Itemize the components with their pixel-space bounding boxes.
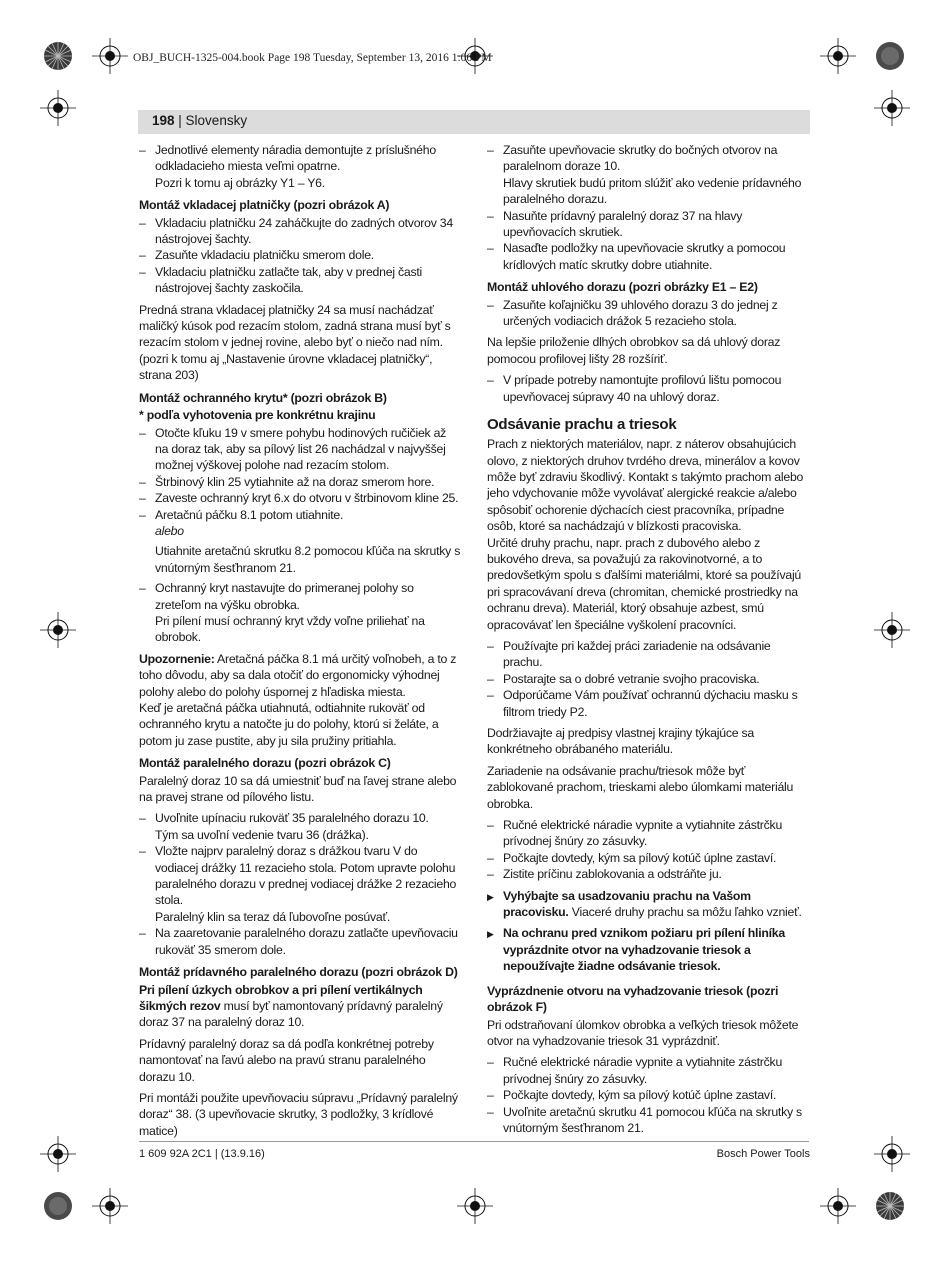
list-item: – V prípade potreby namontujte profilovú lištu pomocou upevňovacej súpravy 40 na uhlový doraz.	[487, 372, 810, 405]
paragraph: Prach z niektorých materiálov, napr. z náterov obsahujúcich olovo, z niektorých druhov tvrdého dreva, minerálov a kovov môže byť zdraviu škodlivý. Kontakt s takýmto prachom alebo jeho vdychovanie môže vyvolávať alergické reakcie a/alebo spôsobiť ochorenie dýchacích ciest pracovníka, prípadne osôb, ktoré sa nachádzajú v blízkosti pracoviska.	[487, 437, 804, 534]
paragraph: Dodržiavajte aj predpisy vlastnej krajiny týkajúce sa konkrétneho obrábaného materiálu.	[487, 726, 754, 757]
list-item: – Zasuňte vkladaciu platničku smerom dole.	[139, 247, 462, 263]
list-item: – Uvoľnite aretačnú skrutku 41 pomocou kľúča na skrutky s vnútorným šesťhranom 21.	[487, 1104, 810, 1137]
paragraph: Pri montáži použite upevňovaciu súpravu „Prídavný paralelný doraz“ 38. (3 upevňovacie skrutky, 3 podložky, 3 krídlové matice)	[139, 1090, 458, 1138]
crosshair-mark-left-bottom	[40, 1136, 76, 1172]
warning-paragraph: Upozornenie: Aretačná páčka 8.1 má určitý voľnobeh, a to z toho dôvodu, aby sa dala otočiť do ergonomicky výhodnej polohy alebo do polohy úspornej z hľadiska miesta.	[139, 651, 457, 699]
footer-doc-number: 1 609 92A 2C1 | (13.9.16)	[139, 1148, 265, 1160]
left-column	[139, 142, 462, 1144]
crosshair-mark-right-bottom	[874, 1136, 910, 1172]
paragraph: Prídavný paralelný doraz sa dá podľa konkrétnej potreby namontovať na ľavú alebo na pravú stranu paralelného dorazu 10.	[139, 1036, 434, 1084]
list-item: – Zistite príčinu zablokovania a odstráňte ju.	[487, 866, 810, 882]
list-item: – Ručné elektrické náradie vypnite a vytiahnite zástrčku prívodnej šnúry zo zásuvky.	[487, 1054, 810, 1087]
section-heading: Montáž uhlového dorazu (pozri obrázky E1 – E2)	[487, 280, 758, 295]
section-heading: Montáž prídavného paralelného dorazu (pozri obrázok D)	[139, 965, 458, 980]
list-item: – Uvoľnite upínaciu rukoväť 35 paralelného dorazu 10. Tým sa uvoľní vedenie tvaru 36 (drážka).	[139, 810, 462, 843]
list-item: – Zasuňte upevňovacie skrutky do bočných otvorov na paralelnom doraze 10. Hlavy skrutiek budú pritom slúžiť ako vedenie prídavného paralelného dorazu.	[487, 142, 810, 208]
list-item: – Štrbinový klin 25 vytiahnite až na doraz smerom hore.	[139, 474, 462, 490]
crosshair-mark-right-top	[874, 90, 910, 126]
list-item: – Nasuňte prídavný paralelný doraz 37 na hlavy upevňovacích skrutiek.	[487, 208, 810, 241]
crosshair-mark-left-top	[40, 90, 76, 126]
list-item: – Používajte pri každej práci zariadenie na odsávanie prachu.	[487, 638, 810, 671]
crosshair-mark-bottom-2	[457, 1188, 493, 1224]
list-item: – Na zaaretovanie paralelného dorazu zatlačte upevňovaciu rukoväť 35 smerom dole.	[139, 925, 462, 958]
header-language: Slovensky	[185, 113, 248, 128]
crosshair-mark-top-3	[820, 38, 856, 74]
print-slug: OBJ_BUCH-1325-004.book Page 198 Tuesday, September 13, 2016 1:06 PM	[133, 52, 492, 64]
paragraph: Predná strana vkladacej platničky 24 sa musí nachádzať maličký kúsok pod rezacím stolom, zadná strana musí byť s rezacím stolom v jednej rovine, alebo byť o niečo nad ním. (pozri k tomu aj „Nastavenie úrovne vkladacej platničky“, strana 203)	[139, 302, 451, 383]
paragraph: Paralelný doraz 10 sa dá umiestniť buď na ľavej strane alebo na pravej strane od pílového listu.	[139, 773, 457, 805]
section-heading: Vyprázdnenie otvoru na vyhadzovanie triesok (pozri obrázok F)	[487, 983, 779, 1015]
crosshair-mark-bottom-3	[820, 1188, 856, 1224]
list-item: – Ručné elektrické náradie vypnite a vytiahnite zástrčku prívodnej šnúry zo zásuvky.	[487, 817, 810, 850]
list-item: – Počkajte dovtedy, kým sa pílový kotúč úplne zastaví.	[487, 850, 810, 866]
section-heading-large: Odsávanie prachu a triesok	[487, 416, 677, 434]
registration-mark-bottom-left	[42, 1190, 74, 1222]
paragraph: Zariadenie na odsávanie prachu/triesok môže byť zablokované prachom, trieskami alebo úlomkami materiálu obrobka.	[487, 763, 794, 811]
safety-warning: ▶ Vyhýbajte sa usadzovaniu prachu na Vašom pracovisku. Viaceré druhy prachu sa môžu ľahko vznieť.	[487, 888, 810, 921]
registration-mark-top-right	[874, 40, 906, 72]
crosshair-mark-left-middle	[40, 612, 76, 648]
paragraph: Na lepšie priloženie dlhých obrobkov sa dá uhlový doraz pomocou profilovej lišty 28 rozšíriť.	[487, 335, 781, 366]
list-item: – Vkladaciu platničku zatlačte tak, aby v prednej časti nástrojovej šachty zaskočila.	[139, 264, 462, 297]
list-item: – Zaveste ochranný kryt 6.x do otvoru v štrbinovom kline 25.	[139, 490, 462, 506]
crosshair-mark-right-middle	[874, 612, 910, 648]
list-item: – Nasaďte podložky na upevňovacie skrutky a pomocou krídlových matíc skrutky dobre utiahnite.	[487, 240, 810, 273]
list-item: – Zasuňte koľajničku 39 uhlového dorazu 3 do jednej z určených vodiacich drážok 5 rezacieho stola.	[487, 297, 810, 330]
footer-rule	[139, 1141, 809, 1142]
list-item: – Aretačnú páčku 8.1 potom utiahnite. alebo Utiahnite aretačnú skrutku 8.2 pomocou kľúča na skrutky s vnútorným šesťhranom 21.	[139, 507, 462, 577]
list-item: – Odporúčame Vám používať ochrannú dýchaciu masku s filtrom triedy P2.	[487, 687, 810, 720]
crosshair-mark-bottom-1	[92, 1188, 128, 1224]
page-number: 198	[152, 113, 175, 128]
list-item: – Ochranný kryt nastavujte do primeranej polohy so zreteľom na výšku obrobka. Pri pílení musí ochranný kryt vždy voľne priliehať na obrobok.	[139, 580, 462, 646]
right-column	[487, 142, 810, 1141]
registration-mark-top-left	[42, 40, 74, 72]
footer-brand: Bosch Power Tools	[716, 1148, 810, 1160]
registration-mark-bottom-right	[874, 1190, 906, 1222]
section-heading: Montáž vkladacej platničky (pozri obrázok A)	[139, 198, 390, 213]
list-item: – Počkajte dovtedy, kým sa pílový kotúč úplne zastaví.	[487, 1087, 810, 1103]
running-header: 198 | Slovensky	[152, 113, 248, 128]
paragraph: Pri pílení úzkych obrobkov a pri pílení vertikálnych šikmých rezov musí byť namontovaný prídavný paralelný doraz 37 na paralelný doraz 10.	[139, 982, 443, 1030]
safety-warning: ▶ Na ochranu pred vznikom požiaru pri pílení hliníka vyprázdnite otvor na vyhadzovanie triesok a nepoužívajte žiadne odsávanie triesok.	[487, 925, 810, 974]
paragraph: Pri odstraňovaní úlomkov obrobka a veľkých triesok môžete otvor na vyhadzovanie triesok 31 vyprázdniť.	[487, 1017, 799, 1048]
paragraph: Keď je aretačná páčka utiahnutá, odtiahnite rukoväť od ochranného krytu a natočte ju do polohy, ktorú si želáte, a potom ju zase pustite, aby ju sila pružiny pritiahla.	[139, 701, 439, 748]
section-heading: Montáž ochranného krytu* (pozri obrázok B)	[139, 390, 387, 405]
list-item: – Jednotlivé elementy náradia demontujte z príslušného odkladacieho miesta veľmi opatrne. Pozri k tomu aj obrázky Y1 – Y6.	[139, 142, 462, 191]
list-item: – Postarajte sa o dobré vetranie svojho pracoviska.	[487, 671, 810, 687]
list-item: – Vkladaciu platničku 24 zaháčkujte do zadných otvorov 34 nástrojovej šachty.	[139, 215, 462, 248]
section-subheading: * podľa vyhotovenia pre konkrétnu krajinu	[139, 408, 376, 423]
list-item: – Vložte najprv paralelný doraz s drážkou tvaru V do vodiacej drážky 11 rezacieho stola. Potom upravte polohu paralelného dorazu v prednej vodiacej drážke 2 rezacieho stola. Paralelný klin sa teraz dá ľubovoľne posúvať.	[139, 843, 462, 925]
paragraph: Určité druhy prachu, napr. prach z dubového alebo z bukového dreva, sa považujú za rakovinotvorné, a to predovšetkým spolu s ďalšími materiálmi, ktoré sa používajú pri spracovávaní dreva (chromitan, chemické prostriedky na ochranu dreva). Materiál, ktorý obsahuje azbest, smú opracovávať len špeciálne vyškolení pracovníci.	[487, 535, 802, 632]
section-heading: Montáž paralelného dorazu (pozri obrázok C)	[139, 756, 391, 771]
crosshair-mark-top-1	[92, 38, 128, 74]
list-item: – Otočte kľuku 19 v smere pohybu hodinových ručičiek až na doraz tak, aby sa pílový list 26 nachádzal v najvyššej možnej výškovej polohe nad rezacím stolom.	[139, 425, 462, 474]
